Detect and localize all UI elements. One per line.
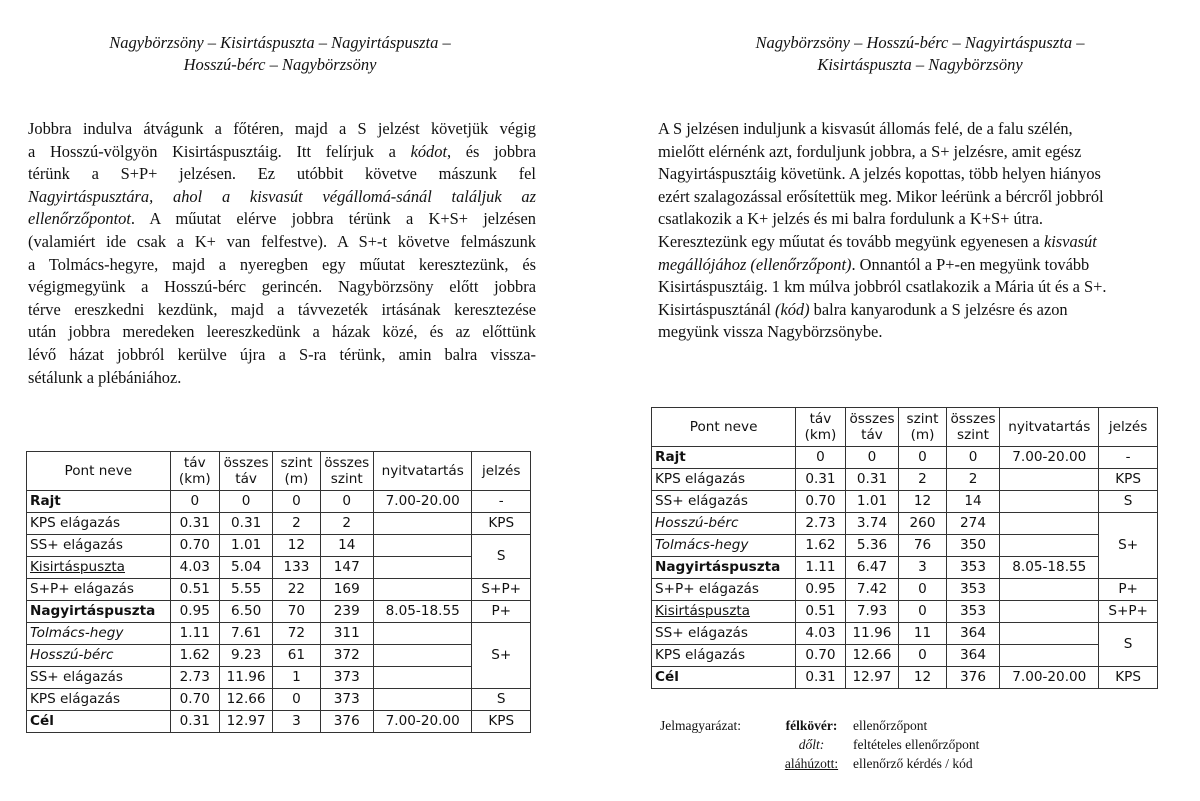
cell-ossz-szint: 2 — [946, 469, 1000, 491]
paragraph-line — [28, 367, 536, 390]
table-row — [652, 601, 1158, 623]
table-row — [27, 711, 531, 733]
table-header-row — [652, 408, 1158, 447]
text-segment: Nagyirtáspusztára, ahol a kisvasút végállomá-sánál találjuk az — [28, 186, 536, 206]
column-header: összes táv — [845, 408, 899, 447]
cell-tav: 0.70 — [796, 645, 845, 667]
cell-tav: 2.73 — [796, 513, 845, 535]
cell-ossz-szint: 364 — [946, 645, 1000, 667]
paragraph-line — [658, 163, 1162, 186]
table-row — [27, 513, 531, 535]
paragraph-line — [658, 254, 1162, 277]
cell-ossz-szint: 147 — [320, 557, 373, 579]
text-segment: Kisirtáspusztánál — [658, 299, 775, 319]
right-route-title — [670, 32, 1170, 76]
cell-ossz-tav: 0.31 — [219, 513, 272, 535]
table-row — [27, 667, 531, 689]
right-title-line-2: Kisirtáspuszta – Nagybörzsöny — [817, 55, 1023, 74]
paragraph-line — [28, 163, 536, 186]
table-row — [652, 579, 1158, 601]
checkpoint-name: Cél — [652, 667, 796, 689]
cell-nyitva — [1000, 579, 1099, 601]
cell-szint: 0 — [899, 447, 946, 469]
table-row — [652, 623, 1158, 645]
checkpoint-name: SS+ elágazás — [652, 623, 796, 645]
cell-nyitva — [1000, 623, 1099, 645]
paragraph-line — [28, 118, 536, 141]
cell-ossz-szint: 376 — [946, 667, 1000, 689]
text-segment: lévő házat jobbról kerülve újra a S-ra térünk, amin balra vissza- — [28, 344, 536, 364]
cell-ossz-tav: 12.97 — [845, 667, 899, 689]
paragraph-line — [658, 231, 1162, 254]
checkpoint-name: KPS elágazás — [652, 645, 796, 667]
cell-tav: 4.03 — [796, 623, 845, 645]
cell-nyitva — [1000, 535, 1099, 557]
cell-szint: 0 — [899, 601, 946, 623]
cell-trail-mark: KPS — [472, 711, 531, 733]
checkpoint-name: KPS elágazás — [27, 513, 171, 535]
cell-szint: 260 — [899, 513, 946, 535]
cell-trail-mark: S — [1099, 491, 1158, 513]
cell-szint: 0 — [899, 645, 946, 667]
cell-szint: 3 — [273, 711, 320, 733]
cell-ossz-szint: 274 — [946, 513, 1000, 535]
paragraph-line — [658, 186, 1162, 209]
text-segment: (valamiért ide csak a K+ van felfestve). A S+-t követve felmászunk — [28, 231, 536, 251]
checkpoint-name: KPS elágazás — [652, 469, 796, 491]
cell-trail-mark: S+ — [472, 623, 531, 689]
legend-key-bold: félkövér: — [785, 718, 838, 733]
text-segment: A S jelzésen induljunk a kisvasút állomás felé, de a falu szélén, — [658, 119, 1073, 138]
cell-tav: 0.31 — [796, 469, 845, 491]
cell-ossz-szint: 353 — [946, 579, 1000, 601]
paragraph-line — [658, 118, 1162, 141]
legend-row — [660, 754, 1033, 773]
cell-ossz-tav: 0 — [219, 491, 272, 513]
cell-ossz-szint: 373 — [320, 689, 373, 711]
text-segment: megállójához (ellenőrzőpont) — [658, 254, 852, 274]
table-header-row — [27, 452, 531, 491]
column-header: Pont neve — [652, 408, 796, 447]
cell-tav: 0.70 — [170, 689, 219, 711]
column-header: táv (km) — [796, 408, 845, 447]
text-segment: ellenőrzőpontot — [28, 209, 131, 229]
table-row — [27, 601, 531, 623]
table-row — [652, 645, 1158, 667]
cell-ossz-szint: 373 — [320, 667, 373, 689]
cell-tav: 0.95 — [796, 579, 845, 601]
cell-ossz-tav: 12.66 — [219, 689, 272, 711]
table-row — [652, 513, 1158, 535]
cell-szint: 76 — [899, 535, 946, 557]
cell-nyitva — [1000, 491, 1099, 513]
cell-szint: 12 — [899, 491, 946, 513]
cell-nyitva — [373, 689, 472, 711]
table-row — [27, 535, 531, 557]
text-segment: kódot — [410, 141, 447, 161]
column-header: Pont neve — [27, 452, 171, 491]
left-title-line-2: Hosszú-bérc – Nagybörzsöny — [183, 55, 377, 74]
cell-trail-mark: P+ — [472, 601, 531, 623]
text-segment: Keresztezünk egy műutat és tovább megyünk egyenesen a — [658, 231, 1044, 251]
left-title-line-1: Nagybörzsöny – Kisirtáspuszta – Nagyirtáspuszta – — [109, 33, 451, 52]
legend-value-underline: ellenőrző kérdés / kód — [853, 756, 973, 771]
cell-tav: 0.31 — [170, 711, 219, 733]
text-segment: térve ereszkedni kezdünk, majd a távvezeték irtásának keresztezése — [28, 299, 536, 319]
cell-tav: 0.51 — [170, 579, 219, 601]
cell-ossz-szint: 14 — [320, 535, 373, 557]
checkpoint-name: Hosszú-bérc — [652, 513, 796, 535]
checkpoint-name: Nagyirtáspuszta — [652, 557, 796, 579]
text-segment: a Tolmács-hegyre, majd a nyeregben egy műutat keresztezünk, és — [28, 254, 536, 274]
checkpoint-name: Nagyirtáspuszta — [27, 601, 171, 623]
cell-nyitva — [1000, 513, 1099, 535]
cell-szint: 2 — [899, 469, 946, 491]
checkpoint-name: Tolmács-hegy — [27, 623, 171, 645]
cell-ossz-szint: 376 — [320, 711, 373, 733]
cell-ossz-tav: 1.01 — [845, 491, 899, 513]
cell-ossz-tav: 9.23 — [219, 645, 272, 667]
cell-nyitva — [373, 667, 472, 689]
cell-ossz-tav: 0 — [845, 447, 899, 469]
text-segment: Kisirtáspusztáig. 1 km múlva jobbról csatlakozik a Mária út és a S+. — [658, 277, 1107, 297]
text-segment: a Hosszú-völgyön Kisirtáspusztáig. Itt felírjuk a — [28, 141, 411, 161]
table-row — [652, 469, 1158, 491]
cell-ossz-szint: 353 — [946, 557, 1000, 579]
checkpoint-name: S+P+ elágazás — [27, 579, 171, 601]
text-segment: mielőtt elérnénk azt, forduljunk jobbra, a S+ jelzésre, amit egész — [658, 141, 1082, 161]
table-row — [652, 447, 1158, 469]
left-checkpoint-table — [26, 451, 531, 733]
cell-szint: 61 — [273, 645, 320, 667]
cell-ossz-szint: 311 — [320, 623, 373, 645]
cell-nyitva: 7.00-20.00 — [1000, 667, 1099, 689]
table-row — [27, 557, 531, 579]
cell-ossz-szint: 0 — [946, 447, 1000, 469]
cell-trail-mark: S+ — [1099, 513, 1158, 579]
cell-ossz-tav: 6.50 — [219, 601, 272, 623]
checkpoint-name: KPS elágazás — [27, 689, 171, 711]
cell-tav: 0.51 — [796, 601, 845, 623]
cell-ossz-tav: 12.97 — [219, 711, 272, 733]
cell-ossz-szint: 2 — [320, 513, 373, 535]
paragraph-line — [658, 276, 1162, 299]
checkpoint-name: Kisirtáspuszta — [652, 601, 796, 623]
table-row — [27, 645, 531, 667]
cell-szint: 11 — [899, 623, 946, 645]
cell-tav: 1.11 — [796, 557, 845, 579]
legend-key-italic: dőlt: — [798, 737, 825, 752]
cell-szint: 0 — [273, 491, 320, 513]
cell-tav: 0.31 — [796, 667, 845, 689]
cell-trail-mark: KPS — [1099, 469, 1158, 491]
text-segment: . A műutat elérve jobbra térünk a K+S+ jelzésen — [130, 209, 536, 229]
cell-tav: 0.70 — [796, 491, 845, 513]
legend-row — [660, 735, 1033, 754]
checkpoint-name: SS+ elágazás — [27, 535, 171, 557]
cell-ossz-tav: 7.93 — [845, 601, 899, 623]
column-header: jelzés — [1099, 408, 1158, 447]
paragraph-line — [658, 299, 1162, 322]
cell-nyitva: 8.05-18.55 — [373, 601, 472, 623]
cell-ossz-szint: 350 — [946, 535, 1000, 557]
text-segment: megyünk vissza Nagybörzsönybe. — [658, 322, 883, 342]
text-segment: csatlakozik a K+ jelzés és mi balra fordulunk a K+S+ útra. — [658, 209, 1044, 229]
text-segment: után jobbra meredeken leereszkedünk a házak közé, és az előttünk — [28, 322, 536, 342]
cell-trail-mark: KPS — [1099, 667, 1158, 689]
legend-value-italic: feltételes ellenőrzőpont — [853, 737, 980, 752]
paragraph-line — [28, 254, 536, 277]
cell-trail-mark: KPS — [472, 513, 531, 535]
cell-nyitva — [373, 557, 472, 579]
legend-row — [660, 716, 1033, 735]
cell-ossz-szint: 353 — [946, 601, 1000, 623]
legend — [660, 716, 1033, 773]
table-row — [27, 491, 531, 513]
cell-szint: 133 — [273, 557, 320, 579]
cell-tav: 0.70 — [170, 535, 219, 557]
cell-ossz-tav: 12.66 — [845, 645, 899, 667]
cell-ossz-tav: 5.36 — [845, 535, 899, 557]
legend-key-underline: aláhúzott: — [784, 756, 839, 771]
text-segment: ezért szalagozással erősítettük meg. Mikor leérünk a bércről jobbról — [658, 186, 1104, 206]
cell-tav: 0 — [170, 491, 219, 513]
checkpoint-name: SS+ elágazás — [652, 491, 796, 513]
cell-trail-mark: P+ — [1099, 579, 1158, 601]
paragraph-line — [28, 344, 536, 367]
text-segment: Nagyirtáspusztáig követünk. A jelzés kopottas, több helyen hiányos — [658, 164, 1101, 184]
paragraph-line — [28, 231, 536, 254]
cell-ossz-tav: 11.96 — [845, 623, 899, 645]
cell-nyitva: 7.00-20.00 — [1000, 447, 1099, 469]
checkpoint-name: Kisirtáspuszta — [27, 557, 171, 579]
cell-trail-mark: - — [1099, 447, 1158, 469]
table-row — [27, 689, 531, 711]
checkpoint-name: SS+ elágazás — [27, 667, 171, 689]
checkpoint-name: Rajt — [652, 447, 796, 469]
paragraph-line — [28, 186, 536, 209]
column-header: szint (m) — [273, 452, 320, 491]
cell-szint: 0 — [899, 579, 946, 601]
cell-nyitva: 8.05-18.55 — [1000, 557, 1099, 579]
text-segment: sétálunk a plébániához. — [28, 367, 182, 387]
column-header: nyitvatartás — [373, 452, 472, 491]
table-row — [27, 579, 531, 601]
column-header: összes táv — [219, 452, 272, 491]
cell-ossz-tav: 7.61 — [219, 623, 272, 645]
text-segment: balra kanyarodunk a S jelzésre és azon — [809, 299, 1068, 319]
legend-label: Jelmagyarázat: — [660, 718, 741, 733]
checkpoint-name: S+P+ elágazás — [652, 579, 796, 601]
text-segment: végigmegyünk a Hosszú-bérc gerincén. Nagybörzsöny előtt jobbra — [28, 277, 536, 297]
left-route-description — [28, 118, 536, 389]
checkpoint-name: Rajt — [27, 491, 171, 513]
cell-szint: 0 — [273, 689, 320, 711]
cell-ossz-tav: 1.01 — [219, 535, 272, 557]
cell-ossz-tav: 0.31 — [845, 469, 899, 491]
cell-trail-mark: - — [472, 491, 531, 513]
cell-szint: 1 — [273, 667, 320, 689]
paragraph-line — [658, 208, 1162, 231]
cell-tav: 1.62 — [170, 645, 219, 667]
cell-ossz-tav: 5.04 — [219, 557, 272, 579]
right-title-line-1: Nagybörzsöny – Hosszú-bérc – Nagyirtáspuszta – — [755, 33, 1085, 52]
cell-ossz-tav: 11.96 — [219, 667, 272, 689]
cell-tav: 0.31 — [170, 513, 219, 535]
text-segment: , és jobbra — [447, 141, 536, 161]
cell-ossz-tav: 6.47 — [845, 557, 899, 579]
cell-tav: 2.73 — [170, 667, 219, 689]
cell-nyitva — [373, 623, 472, 645]
cell-trail-mark: S — [472, 535, 531, 579]
cell-ossz-tav: 5.55 — [219, 579, 272, 601]
cell-szint: 12 — [273, 535, 320, 557]
cell-ossz-szint: 0 — [320, 491, 373, 513]
cell-tav: 1.11 — [170, 623, 219, 645]
cell-ossz-szint: 14 — [946, 491, 1000, 513]
column-header: táv (km) — [170, 452, 219, 491]
cell-nyitva: 7.00-20.00 — [373, 491, 472, 513]
cell-nyitva — [373, 579, 472, 601]
paragraph-line — [28, 321, 536, 344]
cell-tav: 1.62 — [796, 535, 845, 557]
paragraph-line — [28, 141, 536, 164]
paragraph-line — [28, 208, 536, 231]
cell-tav: 0 — [796, 447, 845, 469]
cell-nyitva — [1000, 469, 1099, 491]
text-segment: Jobbra indulva átvágunk a főtéren, majd a S jelzést követjük végig — [28, 119, 536, 138]
table-row — [652, 557, 1158, 579]
cell-nyitva — [373, 645, 472, 667]
cell-trail-mark: S+P+ — [1099, 601, 1158, 623]
checkpoint-name: Hosszú-bérc — [27, 645, 171, 667]
cell-szint: 72 — [273, 623, 320, 645]
cell-szint: 12 — [899, 667, 946, 689]
cell-nyitva — [1000, 645, 1099, 667]
cell-ossz-szint: 372 — [320, 645, 373, 667]
cell-tav: 4.03 — [170, 557, 219, 579]
text-segment: térünk a S+P+ jelzésen. Ez utóbbit követve mászunk fel — [28, 164, 536, 184]
cell-nyitva — [1000, 601, 1099, 623]
paragraph-line — [28, 276, 536, 299]
legend-value-bold: ellenőrzőpont — [853, 718, 928, 733]
column-header: összes szint — [320, 452, 373, 491]
cell-nyitva — [373, 513, 472, 535]
cell-tav: 0.95 — [170, 601, 219, 623]
cell-ossz-tav: 7.42 — [845, 579, 899, 601]
checkpoint-name: Cél — [27, 711, 171, 733]
cell-szint: 3 — [899, 557, 946, 579]
cell-ossz-szint: 239 — [320, 601, 373, 623]
table-row — [652, 667, 1158, 689]
text-segment: . Onnantól a P+-en megyünk tovább — [851, 254, 1090, 274]
table-row — [652, 535, 1158, 557]
cell-szint: 22 — [273, 579, 320, 601]
column-header: jelzés — [472, 452, 531, 491]
paragraph-line — [658, 321, 1162, 344]
cell-ossz-szint: 364 — [946, 623, 1000, 645]
cell-szint: 2 — [273, 513, 320, 535]
cell-nyitva — [373, 535, 472, 557]
cell-trail-mark: S — [472, 689, 531, 711]
left-route-title — [30, 32, 530, 76]
table-row — [27, 623, 531, 645]
paragraph-line — [658, 141, 1162, 164]
column-header: nyitvatartás — [1000, 408, 1099, 447]
cell-ossz-tav: 3.74 — [845, 513, 899, 535]
cell-nyitva: 7.00-20.00 — [373, 711, 472, 733]
column-header: szint (m) — [899, 408, 946, 447]
cell-szint: 70 — [273, 601, 320, 623]
table-row — [652, 491, 1158, 513]
cell-trail-mark: S+P+ — [472, 579, 531, 601]
paragraph-line — [28, 299, 536, 322]
text-segment: (kód) — [774, 299, 810, 319]
checkpoint-name: Tolmács-hegy — [652, 535, 796, 557]
cell-trail-mark: S — [1099, 623, 1158, 667]
column-header: összes szint — [946, 408, 1000, 447]
right-route-description — [658, 118, 1162, 344]
text-segment: kisvasút — [1043, 231, 1097, 251]
cell-ossz-szint: 169 — [320, 579, 373, 601]
right-checkpoint-table — [651, 407, 1158, 689]
